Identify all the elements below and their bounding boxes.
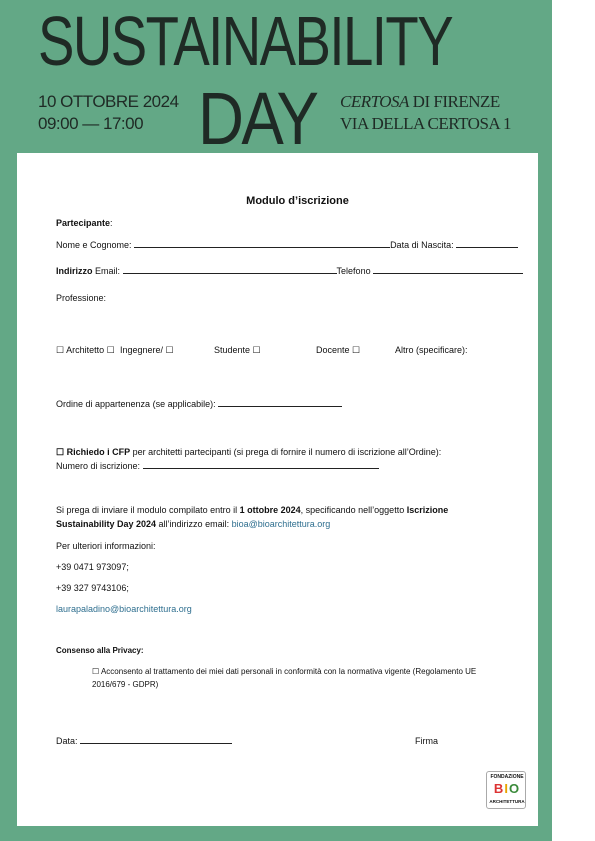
order-row: [56, 399, 342, 410]
send-text-1: Si prega di inviare il modulo compilato entro il: [56, 505, 240, 515]
registration-number-label: Numero di iscrizione:: [56, 461, 141, 471]
send-email-link[interactable]: bioa@bioarchitettura.org: [231, 519, 331, 529]
info-label: Per ulteriori informazioni:: [56, 541, 156, 551]
event-time: 09:00 — 17:00: [38, 114, 144, 133]
date-row: [56, 736, 232, 747]
registration-number-field[interactable]: [143, 461, 379, 469]
birth-label: Data di Nascita:: [390, 240, 454, 250]
phone-label: Telefono: [336, 266, 371, 276]
phone-field[interactable]: [373, 266, 523, 274]
privacy-title: Consenso alla Privacy:: [56, 646, 144, 655]
name-field[interactable]: [134, 240, 390, 248]
name-label: Nome e Cognome:: [56, 240, 132, 250]
phone-number-1: +39 0471 973097;: [56, 562, 129, 572]
venue-rest: DI FIRENZE: [412, 92, 500, 111]
frame-left-border: [0, 153, 17, 841]
send-instructions-line1: [56, 505, 448, 516]
logo-letter-o: O: [508, 781, 521, 796]
send-subject-a: Iscrizione: [406, 505, 449, 515]
event-venue: [340, 92, 500, 112]
email-label: Email:: [95, 266, 121, 276]
address-row: [56, 266, 523, 277]
send-instructions-line2: [56, 519, 330, 530]
logo-line3: ARCHITETTURA: [489, 799, 525, 804]
privacy-consent-text-2: 2016/679 - GDPR): [92, 680, 159, 689]
event-street: VIA DELLA CERTOSA 1: [340, 114, 511, 133]
send-text-2: , specificando nell’oggetto: [300, 505, 407, 515]
address-label: Indirizzo: [56, 266, 93, 276]
cfp-row[interactable]: [56, 447, 441, 458]
participant-label: Partecipante: [56, 218, 111, 228]
participant-heading: [56, 218, 113, 229]
cfp-description: per architetti partecipanti (si prega di fornire il numero di iscrizione all’Ordine):: [130, 447, 442, 457]
logo-letters: [487, 781, 527, 796]
email-field[interactable]: [123, 266, 337, 274]
cfp-checkbox-label[interactable]: ☐ Richiedo i CFP: [56, 447, 131, 457]
venue-italic: CERTOSA: [340, 92, 409, 111]
birth-date-field[interactable]: [456, 240, 518, 248]
option-docente[interactable]: Docente ☐: [316, 345, 361, 355]
option-altro[interactable]: Altro (specificare):: [395, 345, 468, 355]
signature-label: Firma: [415, 736, 438, 746]
logo-letter-b: B: [493, 781, 505, 796]
order-label: Ordine di appartenenza (se applicabile):: [56, 399, 216, 409]
send-text-3: all’indirizzo email:: [156, 519, 232, 529]
frame-bottom-border: [0, 826, 552, 841]
option-studente[interactable]: Studente ☐: [214, 345, 261, 355]
contact-email-link[interactable]: laurapaladino@bioarchitettura.org: [56, 604, 192, 614]
event-date: 10 OTTOBRE 2024: [38, 92, 179, 111]
send-deadline: 1 ottobre 2024: [239, 505, 301, 515]
registration-number-row: [56, 461, 379, 472]
form-title: Modulo d’iscrizione: [246, 195, 349, 207]
option-architetto[interactable]: ☐ Architetto ☐: [56, 345, 115, 355]
participant-colon: :: [110, 218, 113, 228]
phone-number-2: +39 327 9743106;: [56, 583, 129, 593]
name-row: [56, 240, 518, 251]
logo-letter-i: I: [504, 781, 509, 796]
frame-right-border: [538, 153, 552, 841]
date-label: Data:: [56, 736, 78, 746]
event-title: SUSTAINABILITY: [38, 2, 453, 80]
order-field[interactable]: [218, 399, 342, 407]
fondazione-bioarchitettura-logo: [486, 771, 526, 809]
privacy-consent-checkbox[interactable]: ☐ Acconsento al trattamento dei miei dati personali in conformità con la normativa vigente (Regolamento UE: [92, 667, 477, 676]
profession-label: Professione:: [56, 293, 107, 303]
option-ingegnere[interactable]: Ingegnere/ ☐: [120, 345, 174, 355]
event-title-day: DAY: [198, 77, 317, 160]
date-field[interactable]: [80, 736, 232, 744]
send-subject-b: Sustainability Day 2024: [56, 519, 157, 529]
logo-line1: FONDAZIONE: [490, 774, 524, 780]
